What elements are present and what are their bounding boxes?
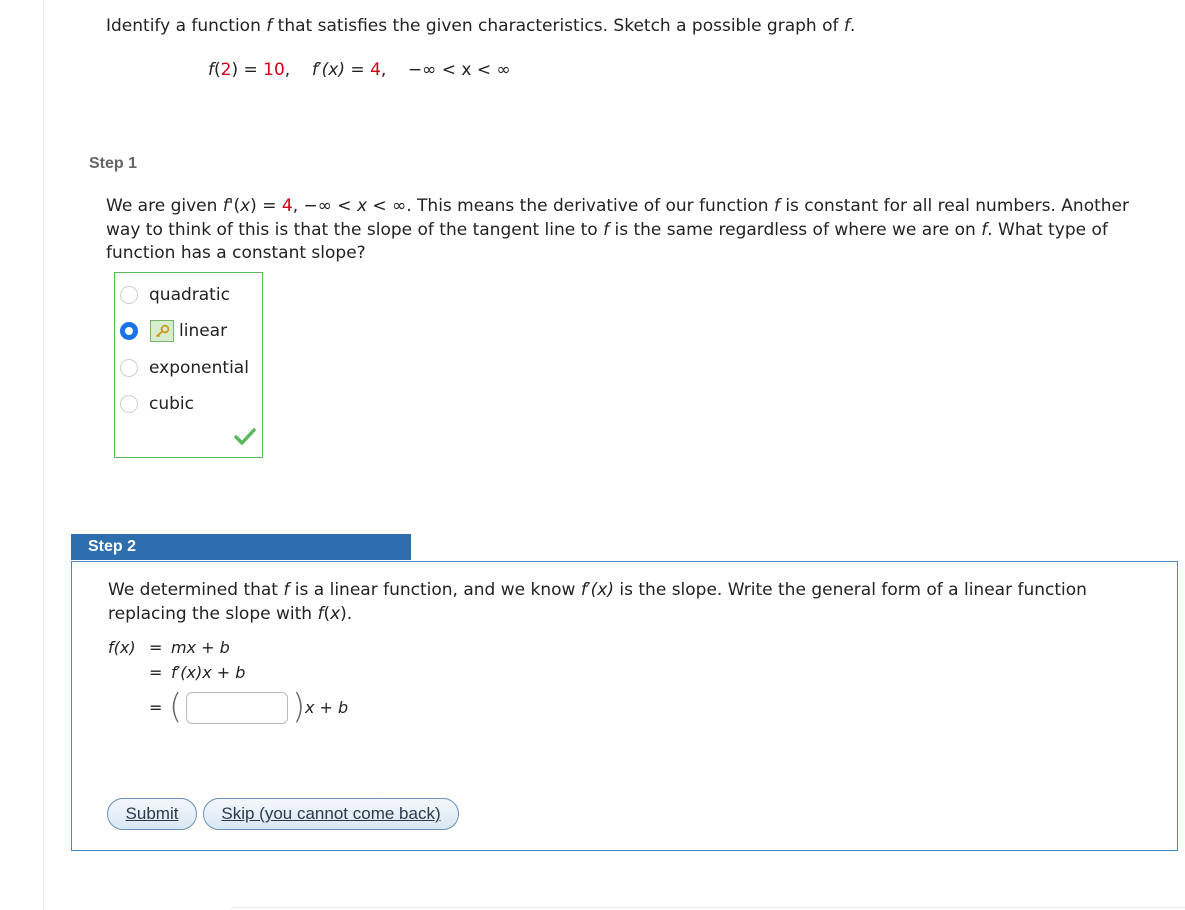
text: We determined that bbox=[108, 580, 284, 600]
skip-button[interactable]: Skip (you cannot come back) bbox=[203, 798, 459, 830]
option-cubic[interactable] bbox=[120, 392, 194, 416]
step2-heading: Step 2 bbox=[71, 534, 411, 560]
radio-button-selected[interactable] bbox=[120, 322, 138, 340]
prompt-text: . bbox=[849, 16, 856, 36]
equation-line-1: mx + b bbox=[171, 638, 230, 657]
var-f: f bbox=[981, 219, 988, 240]
text: ( bbox=[323, 603, 331, 624]
option-label: cubic bbox=[149, 394, 194, 414]
equals-sign: = bbox=[149, 638, 163, 657]
option-label: linear bbox=[179, 321, 228, 341]
given-separator: , bbox=[380, 60, 408, 80]
equals-sign: = bbox=[149, 663, 163, 682]
var-f: f bbox=[773, 196, 780, 216]
prompt-text: that satisfies the given characteristics. Sketch a possible graph of bbox=[272, 16, 844, 36]
given-f: f bbox=[208, 60, 214, 80]
text: , −∞ < bbox=[292, 196, 357, 216]
step1-heading: Step 1 bbox=[89, 155, 138, 172]
given-derivative: f′(x) bbox=[311, 60, 345, 80]
step1-explanation bbox=[106, 195, 1151, 266]
text: is the slope. Write the general form of a linear function replacing the slope with bbox=[108, 580, 1087, 624]
equation-lhs: f(x) bbox=[108, 638, 136, 657]
radio-button[interactable] bbox=[120, 286, 138, 304]
var-f: f bbox=[317, 603, 324, 624]
bottom-divider bbox=[230, 907, 1185, 908]
option-exponential[interactable] bbox=[120, 356, 249, 380]
prompt-text: Identify a function bbox=[106, 16, 267, 36]
key-icon[interactable] bbox=[150, 320, 174, 342]
text: '( bbox=[228, 196, 241, 216]
text: is the same regardless of where we are on bbox=[609, 219, 982, 240]
left-divider bbox=[43, 0, 44, 910]
prompt-var-f: f bbox=[843, 16, 850, 36]
option-quadratic[interactable] bbox=[120, 283, 230, 307]
var-x: x bbox=[356, 196, 368, 216]
var-x: x bbox=[330, 603, 341, 624]
var-f: f bbox=[222, 196, 229, 216]
option-label: quadratic bbox=[149, 285, 230, 305]
radio-button[interactable] bbox=[120, 359, 138, 377]
text: ) = bbox=[250, 196, 282, 216]
given-x-value: 2 bbox=[220, 60, 232, 80]
checkmark-icon bbox=[234, 428, 256, 446]
given-y-value: 10 bbox=[263, 60, 285, 80]
text: < ∞. This means the derivative of our function bbox=[367, 196, 774, 216]
key-glyph bbox=[154, 324, 170, 338]
given-conditions bbox=[208, 60, 511, 80]
prompt-var-f: f bbox=[266, 16, 273, 36]
option-linear[interactable] bbox=[120, 319, 227, 343]
radio-button[interactable] bbox=[120, 395, 138, 413]
given-equals: ) = bbox=[231, 60, 264, 80]
submit-button[interactable]: Submit bbox=[107, 798, 197, 830]
open-paren: ( bbox=[169, 687, 183, 727]
slope-value: 4 bbox=[281, 196, 293, 216]
option-label: exponential bbox=[149, 358, 249, 378]
var-x: x bbox=[240, 196, 251, 216]
given-slope-value: 4 bbox=[370, 60, 381, 80]
equals-sign: = bbox=[149, 698, 163, 717]
text: is a linear function, and we know bbox=[289, 580, 581, 600]
answer-choices bbox=[114, 272, 263, 458]
derivative: f′(x) bbox=[580, 580, 614, 600]
text: . What type of function has a constant slope? bbox=[106, 219, 1108, 263]
text: We are given bbox=[106, 196, 223, 216]
given-domain: −∞ < x < ∞ bbox=[407, 60, 511, 80]
text: ). bbox=[340, 603, 353, 624]
equation-line-2: f′(x)x + b bbox=[171, 663, 246, 682]
close-paren: ) bbox=[292, 687, 306, 727]
text: is constant for all real numbers. Another way to think of this is that the slope of the tangent line to bbox=[106, 196, 1129, 240]
given-paren: ( bbox=[214, 60, 221, 80]
given-separator: , bbox=[284, 60, 312, 80]
var-f: f bbox=[283, 580, 290, 600]
step2-panel bbox=[71, 561, 1178, 851]
slope-answer-input[interactable] bbox=[186, 692, 288, 724]
step2-explanation bbox=[108, 579, 1118, 626]
given-equals: = bbox=[345, 60, 371, 80]
problem-statement bbox=[106, 16, 855, 36]
equation-line-3-tail: x + b bbox=[305, 698, 349, 717]
var-f: f bbox=[603, 219, 610, 240]
